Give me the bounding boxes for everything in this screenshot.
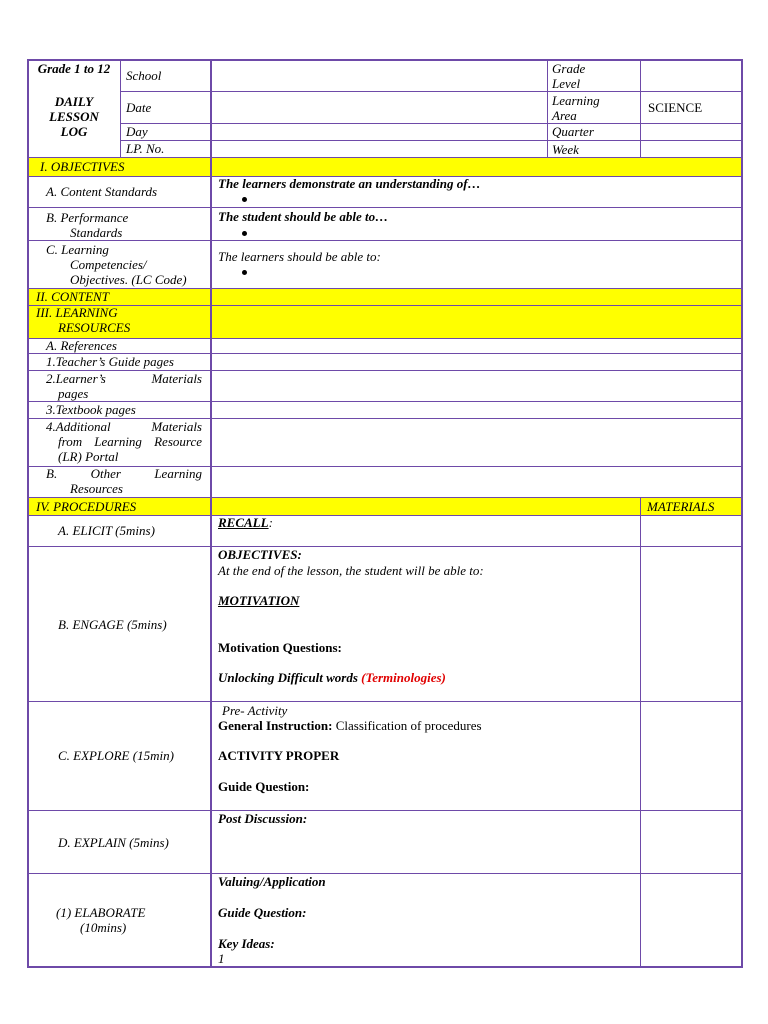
- learning-area-label-1: Learning: [552, 93, 600, 108]
- header-hline-3: [120, 140, 742, 141]
- guide-question-elaborate: Guide Question:: [218, 905, 307, 920]
- header-vline-3: [640, 60, 641, 158]
- competencies-label-2: Competencies/: [70, 257, 147, 272]
- header-hline-1: [120, 91, 742, 92]
- bullet-competencies: [242, 270, 247, 275]
- general-instruction-label: General Instruction:: [218, 718, 333, 733]
- dll-line-3: LOG: [60, 124, 88, 139]
- hline-engage-end: [28, 701, 742, 702]
- procedures-heading: IV. PROCEDURES: [36, 499, 137, 514]
- elaborate-label-1: (1) ELABORATE: [56, 905, 146, 920]
- week-label: Week: [552, 142, 579, 157]
- school-label: School: [126, 68, 162, 83]
- activity-proper: ACTIVITY PROPER: [218, 748, 340, 763]
- objectives-band: [28, 158, 742, 176]
- guide-question-explore: Guide Question:: [218, 779, 310, 794]
- objectives-subheading: OBJECTIVES:: [218, 547, 302, 562]
- valuing-application: Valuing/Application: [218, 874, 326, 889]
- key-ideas-item-1: 1: [218, 951, 225, 966]
- header-hline-2: [120, 123, 742, 124]
- learning-area-label-2: Area: [552, 108, 577, 123]
- recall-heading: RECALL: [218, 515, 269, 530]
- competencies-label-1: C. Learning: [46, 242, 109, 257]
- learning-area-value: SCIENCE: [648, 100, 703, 115]
- hline-other-end: [28, 497, 742, 498]
- hline-perf-std-end: [28, 240, 742, 241]
- day-label: Day: [126, 124, 148, 139]
- dll-line-1: DAILY: [54, 94, 94, 109]
- terminologies-text: (Terminologies): [361, 670, 446, 685]
- other-resources-label-1: B. Other Learning: [46, 466, 202, 481]
- hline-content-std-end: [28, 207, 742, 208]
- materials-column-divider: [640, 498, 641, 967]
- grade-label: Grade 1 to 12: [37, 61, 111, 76]
- border-bottom: [27, 966, 743, 968]
- border-left: [27, 59, 29, 968]
- dll-line-2: LESSON: [49, 109, 99, 124]
- border-right: [741, 59, 743, 968]
- recall-line: [218, 515, 273, 530]
- competencies-text: The learners should be able to:: [218, 249, 381, 264]
- textbook-label: 3.Textbook pages: [46, 402, 136, 417]
- content-standards-text: The learners demonstrate an understanding of…: [218, 176, 481, 191]
- hline-content-end: [28, 305, 742, 306]
- competencies-label-3: Objectives. (LC Code): [70, 272, 187, 287]
- hline-competency-end: [28, 288, 742, 289]
- engage-label: B. ENGAGE (5mins): [58, 617, 167, 632]
- grade-level-label-2: Level: [552, 76, 581, 91]
- header-vline-1: [120, 60, 121, 158]
- learning-resources-band: [28, 305, 742, 338]
- border-top: [27, 59, 743, 61]
- header-hline-4: [28, 157, 742, 158]
- content-standards-label: A. Content Standards: [46, 184, 158, 199]
- hline-resources-end: [28, 338, 742, 339]
- key-ideas: Key Ideas:: [218, 936, 275, 951]
- general-instruction-text: Classification of procedures: [332, 718, 482, 733]
- elaborate-label-2: (10mins): [80, 920, 127, 935]
- bullet-content-standards: [242, 197, 247, 202]
- lp-no-label: LP. No.: [126, 141, 165, 156]
- resources-heading-2: RESOURCES: [58, 320, 131, 335]
- learners-materials-label-1: 2.Learner’s Materials: [46, 371, 202, 386]
- general-instruction-line: [218, 718, 482, 733]
- quarter-label: Quarter: [552, 124, 594, 139]
- references-label: A. References: [46, 338, 117, 353]
- hline-procedures-end: [28, 515, 742, 516]
- post-discussion: Post Discussion:: [218, 811, 308, 826]
- date-label: Date: [126, 100, 152, 115]
- additional-label-2: from Learning Resource: [58, 434, 202, 449]
- motivation-questions: Motivation Questions:: [218, 640, 342, 655]
- hline-explore-end: [28, 810, 742, 811]
- hline-explain-end: [28, 873, 742, 874]
- additional-label-3: (LR) Portal: [58, 449, 119, 464]
- elicit-label: A. ELICIT (5mins): [58, 523, 155, 538]
- learners-materials-label-2: pages: [58, 386, 89, 401]
- unlocking-text: Unlocking Difficult words: [218, 670, 362, 685]
- explain-label: D. EXPLAIN (5mins): [58, 835, 169, 850]
- recall-colon: :: [268, 515, 273, 530]
- bullet-performance: [242, 231, 247, 236]
- performance-label-1: B. Performance: [46, 210, 129, 225]
- other-resources-label-2: Resources: [70, 481, 123, 496]
- explore-label: C. EXPLORE (15min): [58, 748, 174, 763]
- header-vline-2: [547, 60, 548, 158]
- objectives-text: At the end of the lesson, the student will be able to:: [218, 563, 484, 578]
- unlocking-line: [218, 670, 446, 685]
- resources-heading-1: III. LEARNING: [36, 305, 118, 320]
- label-column-divider: [210, 60, 212, 967]
- performance-text: The student should be able to…: [218, 209, 389, 224]
- hline-elicit-end: [28, 546, 742, 547]
- pre-activity: Pre- Activity: [222, 703, 288, 718]
- content-band: [28, 289, 742, 305]
- teachers-guide-label: 1.Teacher’s Guide pages: [46, 354, 174, 369]
- materials-heading: MATERIALS: [647, 499, 715, 514]
- content-heading: II. CONTENT: [36, 289, 109, 304]
- grade-level-label-1: Grade: [552, 61, 586, 76]
- performance-label-2: Standards: [70, 225, 123, 240]
- objectives-heading: I. OBJECTIVES: [40, 159, 125, 174]
- additional-label-1: 4.Additional Materials: [46, 419, 202, 434]
- motivation-heading: MOTIVATION: [218, 593, 300, 608]
